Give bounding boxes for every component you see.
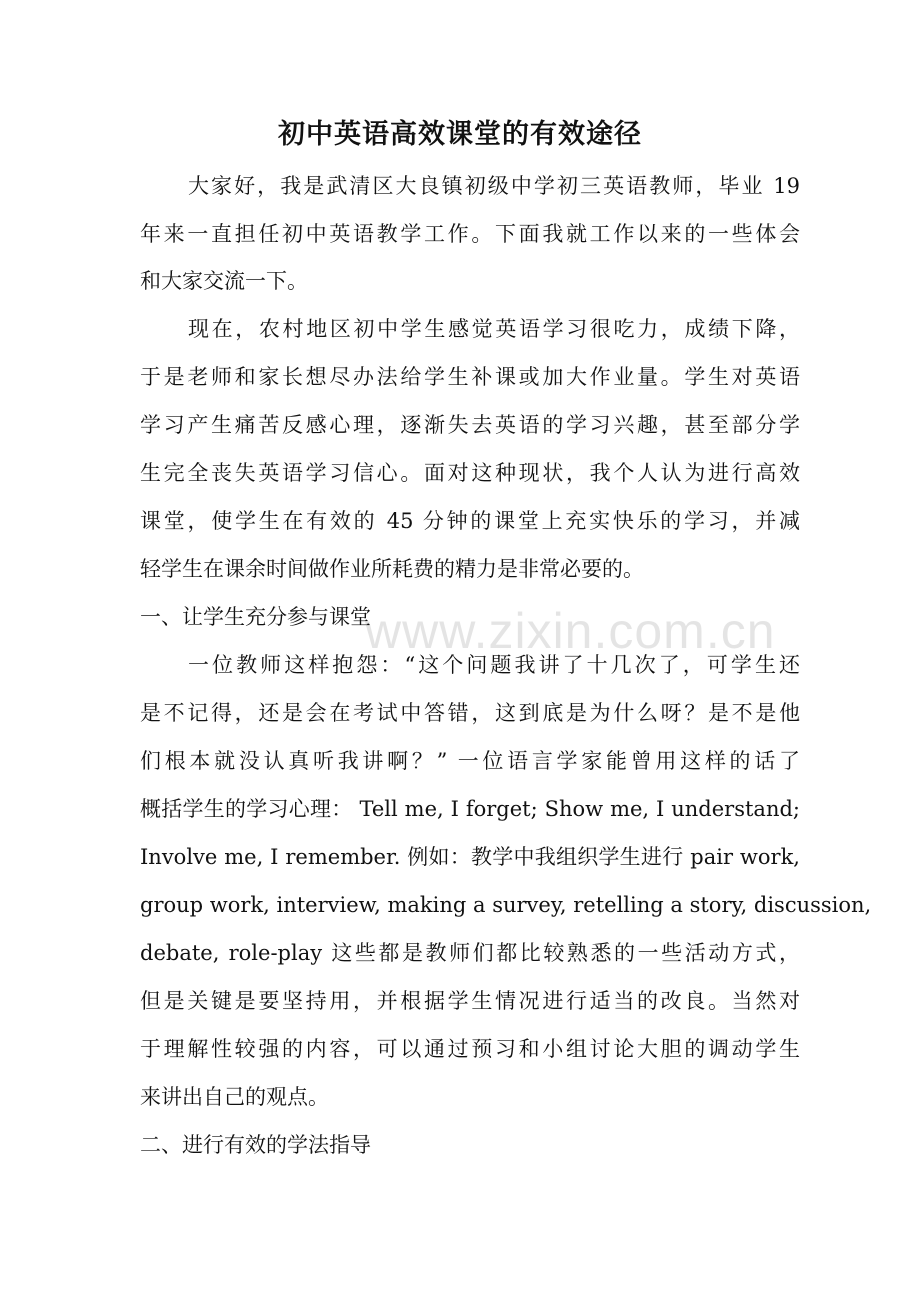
section-heading: 一、让学生充分参与课堂: [140, 605, 371, 629]
paragraph-line: 年来一直担任初中英语教学工作。下面我就工作以来的一些体会: [140, 222, 800, 246]
paragraph-line: group work, interview, making a survey, retelling a story, discussion,: [140, 893, 872, 917]
paragraph-line: Involve me, I remember. 例如：教学中我组织学生进行 pair work,: [140, 845, 800, 869]
paragraph-line: 是不记得，还是会在考试中答错，这到底是为什么呀？是不是他: [140, 701, 800, 725]
paragraph-line: 们根本就没认真听我讲啊？” 一位语言学家能曾用这样的话了: [140, 749, 800, 773]
paragraph-line: debate, role-play 这些都是教师们都比较熟悉的一些活动方式，: [140, 941, 800, 965]
paragraph-line: 轻学生在课余时间做作业所耗费的精力是非常必要的。: [140, 557, 644, 581]
paragraph-line: 但是关键是要坚持用，并根据学生情况进行适当的改良。当然对: [140, 989, 800, 1013]
watermark: www.zixin.com.cn: [365, 603, 776, 659]
paragraph-line: 一位教师这样抱怨：“这个问题我讲了十几次了，可学生还: [188, 653, 800, 677]
paragraph-line: 生完全丧失英语学习信心。面对这种现状，我个人认为进行高效: [140, 461, 800, 485]
paragraph-line: 概括学生的学习心理： Tell me, I forget; Show me, I understand;: [140, 797, 800, 821]
paragraph-line: 学习产生痛苦反感心理，逐渐失去英语的学习兴趣，甚至部分学: [140, 413, 800, 437]
paragraph-line: 大家好，我是武清区大良镇初级中学初三英语教师，毕业 19: [188, 174, 800, 198]
document-title: 初中英语高效课堂的有效途径: [278, 119, 642, 150]
section-heading: 二、进行有效的学法指导: [140, 1133, 371, 1157]
paragraph-line: 于是老师和家长想尽办法给学生补课或加大作业量。学生对英语: [140, 365, 800, 389]
paragraph-line: 于理解性较强的内容，可以通过预习和小组讨论大胆的调动学生: [140, 1037, 800, 1061]
paragraph-line: 和大家交流一下。: [140, 269, 308, 293]
paragraph-line: 课堂，使学生在有效的 45 分钟的课堂上充实快乐的学习，并减: [140, 509, 800, 533]
paragraph-line: 来讲出自己的观点。: [140, 1085, 329, 1109]
paragraph-line: 现在，农村地区初中学生感觉英语学习很吃力，成绩下降，: [188, 317, 800, 341]
